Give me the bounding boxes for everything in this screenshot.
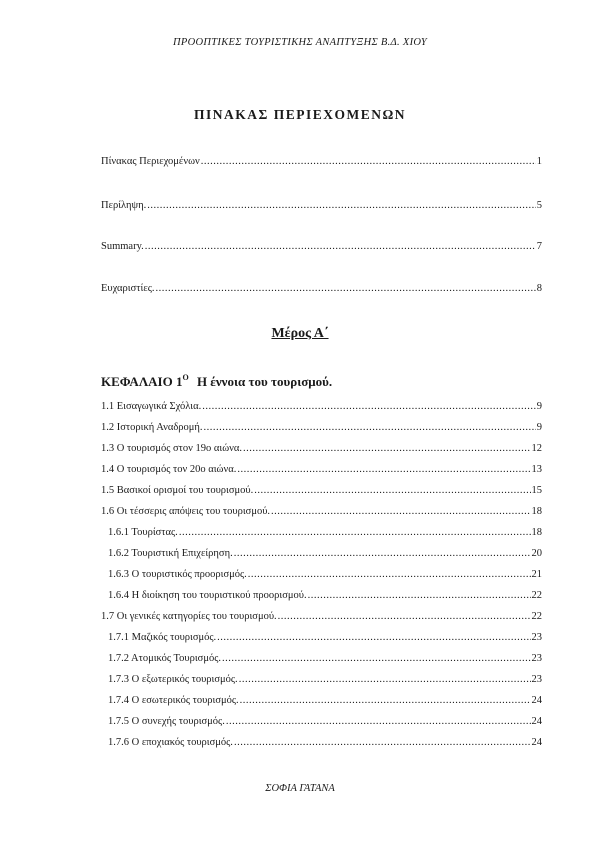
dot-leader [240, 694, 531, 708]
toc-title: ΠΙΝΑΚΑΣ ΠΕΡΙΕΧΟΜΕΝΩΝ [193, 107, 407, 122]
dot-leader [271, 505, 530, 519]
toc-entry[interactable] [108, 673, 542, 687]
toc-entry[interactable] [108, 568, 542, 582]
toc-entry[interactable] [101, 400, 542, 414]
dot-leader [237, 463, 530, 477]
toc-entry-label: Πίνακας Περιεχομένων [101, 156, 200, 167]
toc-entry-page: 1 [536, 156, 542, 167]
toc-entry[interactable] [101, 463, 542, 477]
dot-leader [202, 400, 536, 414]
toc-entry-page: 24 [531, 695, 542, 706]
chapter-superscript: Ο [182, 373, 189, 382]
dot-leader [254, 484, 530, 498]
toc-entry[interactable] [101, 282, 542, 296]
dot-leader [278, 610, 531, 624]
toc-entry-label: 1.7 Οι γενικές κατηγορίες του τουρισμού. [101, 611, 277, 622]
toc-entry-page: 23 [531, 653, 542, 664]
dot-leader [147, 199, 536, 213]
toc-entry-page: 21 [531, 569, 542, 580]
toc-entry[interactable] [101, 505, 542, 519]
toc-entry-page: 8 [536, 283, 542, 294]
toc-entry-label: 1.7.4 Ο εσωτερικός τουρισμός. [108, 695, 239, 706]
dot-leader [234, 547, 531, 561]
toc-entry-page: 23 [531, 632, 542, 643]
dot-leader [234, 736, 531, 750]
dot-leader [222, 652, 531, 666]
toc-entry[interactable] [108, 631, 542, 645]
toc-entry[interactable] [108, 547, 542, 561]
toc-entry-label: 1.7.3 Ο εξωτερικός τουρισμός. [108, 674, 238, 685]
toc-entry-label: 1.2 Ιστορική Αναδρομή. [101, 422, 203, 433]
toc-entry-page: 13 [531, 464, 542, 475]
dot-leader [201, 155, 536, 169]
chapter-heading [101, 373, 332, 390]
toc-entry-page: 15 [531, 485, 542, 496]
toc-entry-label: 1.7.1 Μαζικός τουρισμός. [108, 632, 217, 643]
toc-entry-page: 7 [536, 241, 542, 252]
toc-entry[interactable] [108, 526, 542, 540]
dot-leader [145, 240, 536, 254]
toc-entry[interactable] [108, 715, 542, 729]
part-title: Μέρος Α΄ [271, 326, 329, 341]
chapter-label: ΚΕΦΑΛΑΙΟ 1 [101, 374, 183, 389]
toc-entry-label: Περίληψη. [101, 200, 147, 211]
toc-entry[interactable] [101, 421, 542, 435]
toc-entry-page: 22 [531, 590, 542, 601]
toc-entry-page: 9 [536, 401, 542, 412]
toc-entry-page: 9 [536, 422, 542, 433]
running-footer: ΣΟΦΙΑ ΓΑΤΑΝΑ [265, 783, 335, 794]
toc-entry[interactable] [101, 199, 542, 213]
dot-leader [217, 631, 530, 645]
dot-leader [239, 673, 531, 687]
toc-entry-label: 1.5 Βασικοί ορισμοί του τουρισμού. [101, 485, 254, 496]
dot-leader [179, 526, 531, 540]
toc-entry-label: 1.3 Ο τουρισμός στον 19ο αιώνα. [101, 443, 243, 454]
toc-entry-label: 1.6.2 Τουριστική Επιχείρηση. [108, 548, 233, 559]
toc-entry-label: 1.4 Ο τουρισμός τον 20ο αιώνα. [101, 464, 237, 475]
toc-entry-label: Summary. [101, 241, 144, 252]
toc-entry[interactable] [108, 589, 542, 603]
toc-entry-label: 1.1 Εισαγωγικά Σχόλια. [101, 401, 202, 412]
chapter-title: Η έννοια του τουρισμού. [196, 374, 333, 389]
toc-entry-page: 18 [531, 527, 542, 538]
toc-entry[interactable] [108, 652, 542, 666]
toc-entry[interactable] [101, 484, 542, 498]
dot-leader [243, 442, 530, 456]
toc-entry-page: 22 [531, 611, 542, 622]
toc-entry-label: 1.6 Οι τέσσερις απόψεις του τουρισμού. [101, 506, 271, 517]
dot-leader [204, 421, 536, 435]
toc-entry-label: 1.6.1 Τουρίστας. [108, 527, 178, 538]
toc-entry-label: Ευχαριστίες. [101, 283, 155, 294]
toc-entry-page: 24 [531, 737, 542, 748]
toc-entry-label: 1.7.2 Ατομικός Τουρισμός. [108, 653, 221, 664]
dot-leader [156, 282, 536, 296]
dot-leader [248, 568, 531, 582]
toc-entry[interactable] [101, 442, 542, 456]
toc-entry-page: 24 [531, 716, 542, 727]
toc-entry-label: 1.7.5 Ο συνεχής τουρισμός. [108, 716, 225, 727]
running-header: ΠΡΟΟΠΤΙΚΕΣ ΤΟΥΡΙΣΤΙΚΗΣ ΑΝΑΠΤΥΞΗΣ Β.Δ. ΧΙΟΥ [173, 37, 427, 48]
toc-entry[interactable] [108, 736, 542, 750]
toc-entry[interactable] [101, 240, 542, 254]
toc-entry-label: 1.6.3 Ο τουριστικός προορισμός. [108, 569, 247, 580]
dot-leader [226, 715, 531, 729]
dot-leader [308, 589, 531, 603]
toc-entry[interactable] [108, 694, 542, 708]
toc-entry[interactable] [101, 610, 542, 624]
toc-entry-page: 5 [536, 200, 542, 211]
toc-entry-label: 1.7.6 Ο εποχιακός τουρισμός. [108, 737, 233, 748]
toc-entry[interactable] [101, 155, 542, 169]
toc-entry-page: 18 [531, 506, 542, 517]
toc-entry-page: 23 [531, 674, 542, 685]
toc-entry-label: 1.6.4 Η διοίκηση του τουριστικού προορισμού. [108, 590, 307, 601]
toc-entry-page: 12 [531, 443, 542, 454]
toc-entry-page: 20 [531, 548, 542, 559]
